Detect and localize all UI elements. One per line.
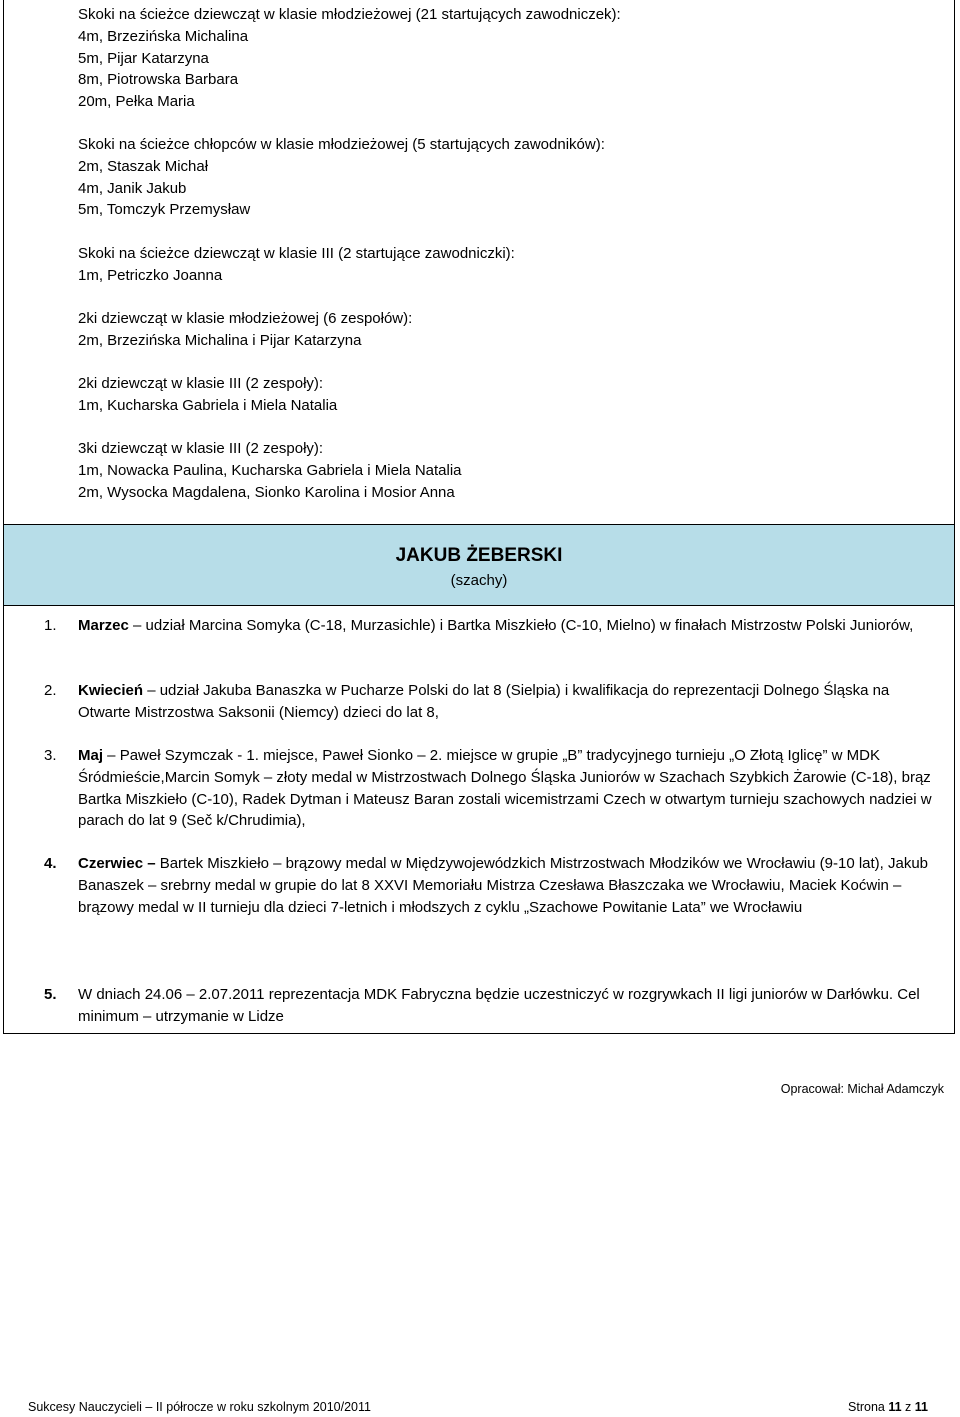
- result-group: [78, 438, 462, 503]
- group-heading: 2ki dziewcząt w klasie III (2 zespoły):: [78, 375, 324, 392]
- group-heading: 2ki dziewcząt w klasie młodzieżowej (6 zespołów):: [78, 310, 413, 327]
- item-number: 3.: [44, 747, 57, 764]
- item-description: – Paweł Szymczak - 1. miejsce, Paweł Sionko – 2. miejsce w grupie „B” tradycyjnego turnieju „O Złotą Iglicę” w MDK Śródmieście,Marcin Somyk – złoty medal w Mistrzostwach Dolnego Śląska Juniorów w Szachach Szybkich Żarowie (C-18), brąz Bartka Miszkieło (C-10), Radek Dytman i Mateusz Baran zostali wicemistrzami Czech w otwartym turnieju szachowych nadziei w parach do lat 9 (Seč k/Chrudimia),: [78, 747, 932, 830]
- result-line: 4m, Janik Jakub: [78, 179, 187, 197]
- teacher-banner: [4, 524, 954, 606]
- result-line: 20m, Pełka Maria: [78, 93, 195, 111]
- item-month: Kwiecień: [78, 682, 144, 699]
- result-line: 1m, Kucharska Gabriela i Miela Natalia: [78, 396, 338, 414]
- result-line: 5m, Pijar Katarzyna: [78, 49, 209, 67]
- page-separator: z: [901, 1400, 915, 1414]
- group-heading: Skoki na ścieżce dziewcząt w klasie III (2 startujące zawodniczki):: [78, 245, 515, 262]
- result-line: 4m, Brzezińska Michalina: [78, 27, 249, 45]
- item-description: – udział Marcina Somyka (C-18, Murzasichle) i Bartka Miszkieło (C-10, Mielno) w finałach Mistrzostw Polski Juniorów,: [128, 617, 914, 634]
- result-line: 8m, Piotrowska Barbara: [78, 71, 239, 89]
- item-text: [78, 853, 936, 918]
- item-text: [78, 745, 936, 832]
- group-heading: Skoki na ścieżce dziewcząt w klasie młodzieżowej (21 startujących zawodniczek):: [78, 6, 621, 23]
- teacher-subject: (szachy): [450, 572, 508, 589]
- item-text: [78, 984, 936, 1028]
- result-line: 1m, Petriczko Joanna: [78, 266, 223, 284]
- teacher-name: JAKUB ŻEBERSKI: [395, 545, 563, 566]
- result-line: 2m, Brzezińska Michalina i Pijar Katarzyna: [78, 331, 362, 349]
- result-line: 2m, Staszak Michał: [78, 157, 209, 175]
- result-line: 1m, Nowacka Paulina, Kucharska Gabriela i Miela Natalia: [78, 461, 462, 479]
- item-number: 5.: [44, 986, 57, 1003]
- item-text: [78, 680, 936, 724]
- page-number: [848, 1399, 928, 1415]
- item-month: Czerwiec –: [78, 855, 156, 872]
- results-section: [4, 0, 954, 524]
- author-note: Opracował: Michał Adamczyk: [780, 1082, 944, 1096]
- result-group: [78, 243, 515, 287]
- item-description: Bartek Miszkieło – brązowy medal w Międzywojewódzkich Mistrzostwach Młodzików we Wrocławiu (9-10 lat), Jakub Banaszek – srebrny medal w grupie do lat 8 XXVI Memoriału Mistrza Czesława Błaszczaka we Wrocławiu, Maciek Koćwin – brązowy medal w II turnieju dla dzieci 7-letnich i młodszych z cyklu „Szachowe Powitanie Lata” we Wrocławiu: [78, 855, 929, 916]
- item-description: – udział Jakuba Banaszka w Pucharze Polski do lat 8 (Sielpia) i kwalifikacja do reprezentacji Dolnego Śląska na Otwarte Mistrzostwa Saksonii (Niemcy) dzieci do lat 8,: [78, 682, 890, 721]
- page-footer-title: Sukcesy Nauczycieli – II półrocze w roku szkolnym 2010/2011: [28, 1400, 371, 1414]
- result-group: [78, 134, 605, 221]
- result-group: [78, 308, 412, 352]
- results-frame: [3, 0, 955, 1034]
- page-current: 11: [888, 1400, 902, 1414]
- item-number: 4.: [44, 855, 57, 872]
- item-description: W dniach 24.06 – 2.07.2011 reprezentacja MDK Fabryczna będzie uczestniczyć w rozgrywkach II ligi juniorów w Darłówku. Cel minimum – utrzymanie w Lidze: [78, 986, 920, 1025]
- item-number: 1.: [44, 617, 57, 634]
- item-month: Marzec: [78, 617, 129, 634]
- result-group: [78, 373, 337, 417]
- group-heading: 3ki dziewcząt w klasie III (2 zespoły):: [78, 440, 324, 457]
- item-text: [78, 615, 936, 637]
- item-number: 2.: [44, 682, 57, 699]
- result-line: 2m, Wysocka Magdalena, Sionko Karolina i Mosior Anna: [78, 483, 455, 501]
- item-month: Maj: [78, 747, 104, 764]
- result-line: 5m, Tomczyk Przemysław: [78, 201, 251, 219]
- page-total: 11: [914, 1400, 928, 1414]
- page-label: Strona: [848, 1400, 889, 1414]
- result-group: [78, 4, 621, 113]
- group-heading: Skoki na ścieżce chłopców w klasie młodzieżowej (5 startujących zawodników):: [78, 136, 605, 153]
